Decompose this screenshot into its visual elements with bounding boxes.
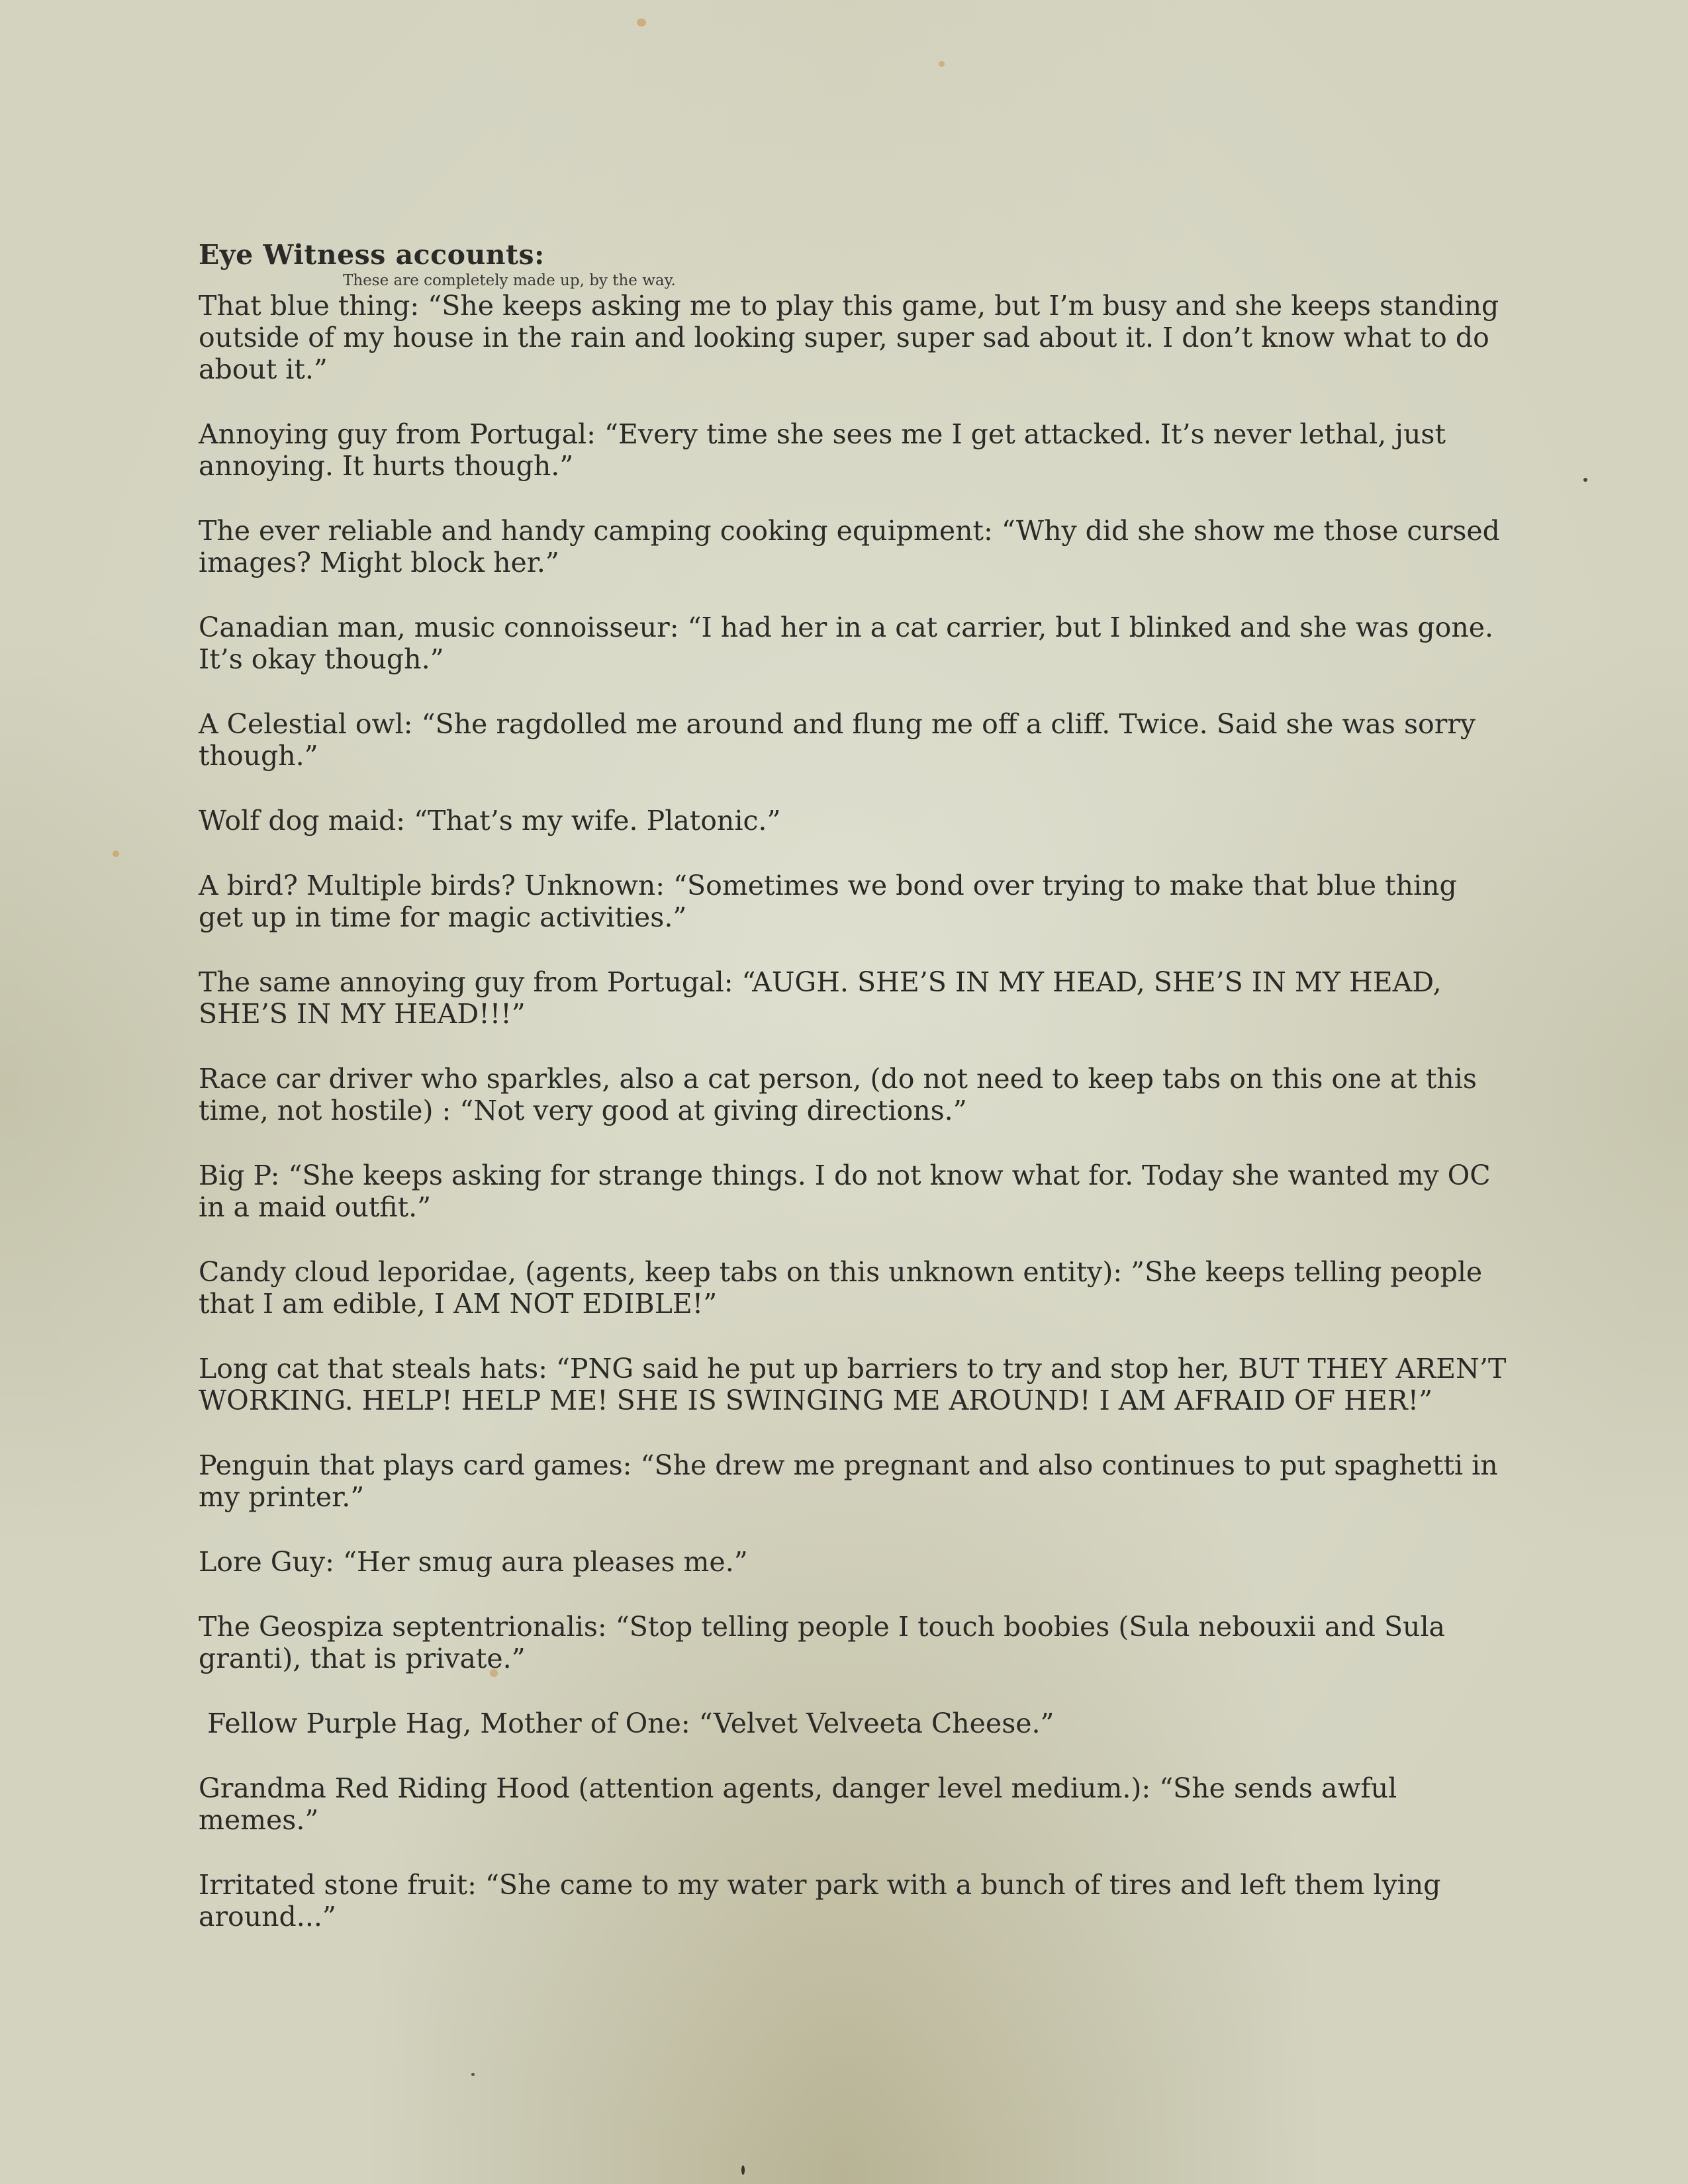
document-heading: Eye Witness accounts: bbox=[199, 239, 545, 271]
witness-account: The Geospiza septentrionalis: “Stop telling people I touch boobies (Sula nebouxii and Sula granti), that is private.” bbox=[199, 1611, 1454, 1674]
paper-speck bbox=[1583, 478, 1587, 482]
witness-account: Wolf dog maid: “That’s my wife. Platonic.” bbox=[199, 805, 781, 837]
witness-account: A bird? Multiple birds? Unknown: “Sometimes we bond over trying to make that blue thing get up in time for magic activities.” bbox=[199, 870, 1466, 933]
witness-account: Race car driver who sparkles, also a cat person, (do not need to keep tabs on this one at this time, not hostile) : “Not very good at giving directions.” bbox=[199, 1063, 1485, 1126]
witness-account: That blue thing: “She keeps asking me to play this game, but I’m busy and she keeps standing outside of my house in the rain and looking super, super sad about it. I don’t know what to do about it.” bbox=[199, 290, 1508, 385]
witness-account: The ever reliable and handy camping cooking equipment: “Why did she show me those cursed images? Might block her.” bbox=[199, 515, 1509, 578]
paper-speck bbox=[637, 19, 646, 26]
witness-account: Penguin that plays card games: “She drew me pregnant and also continues to put spaghetti in my printer.” bbox=[199, 1449, 1507, 1513]
paper-speck bbox=[113, 850, 119, 857]
paper-speck bbox=[741, 2165, 745, 2175]
witness-account: Lore Guy: “Her smug aura pleases me.” bbox=[199, 1546, 748, 1578]
witness-account: Annoying guy from Portugal: “Every time she sees me I get attacked. It’s never lethal, just annoying. It hurts though.” bbox=[199, 418, 1454, 482]
witness-account: Canadian man, music connoisseur: “I had her in a cat carrier, but I blinked and she was gone. It’s okay though.” bbox=[199, 612, 1503, 675]
document-page bbox=[199, 238, 1515, 1966]
witness-account: Irritated stone fruit: “She came to my water park with a bunch of tires and left them lying around...” bbox=[199, 1869, 1450, 1933]
witness-account: The same annoying guy from Portugal: “AUGH. SHE’S IN MY HEAD, SHE’S IN MY HEAD, SHE’S IN MY HEAD!!!” bbox=[199, 966, 1450, 1030]
witness-account: Long cat that steals hats: “PNG said he put up barriers to try and stop her, BUT THEY AREN’T WORKING. HELP! HELP ME! SHE IS SWINGING ME AROUND! I AM AFRAID OF HER!” bbox=[199, 1353, 1515, 1416]
paper-speck bbox=[471, 2073, 475, 2076]
witness-account: Big P: “She keeps asking for strange things. I do not know what for. Today she wanted my OC in a maid outfit.” bbox=[199, 1160, 1499, 1223]
witness-account: Fellow Purple Hag, Mother of One: “Velvet Velveeta Cheese.” bbox=[199, 1707, 1055, 1739]
witness-accounts-list bbox=[199, 290, 1515, 1933]
paper-speck bbox=[939, 61, 945, 67]
witness-account: Candy cloud leporidae, (agents, keep tabs on this unknown entity): ”She keeps telling people that I am edible, I AM NOT EDIBLE!” bbox=[199, 1256, 1491, 1320]
witness-account: A Celestial owl: “She ragdolled me around and flung me off a cliff. Twice. Said she was sorry though.” bbox=[199, 708, 1485, 772]
disclaimer-note: These are completely made up, by the way. bbox=[343, 272, 676, 289]
witness-account: Grandma Red Riding Hood (attention agents, danger level medium.): “She sends awful memes.” bbox=[199, 1772, 1406, 1836]
